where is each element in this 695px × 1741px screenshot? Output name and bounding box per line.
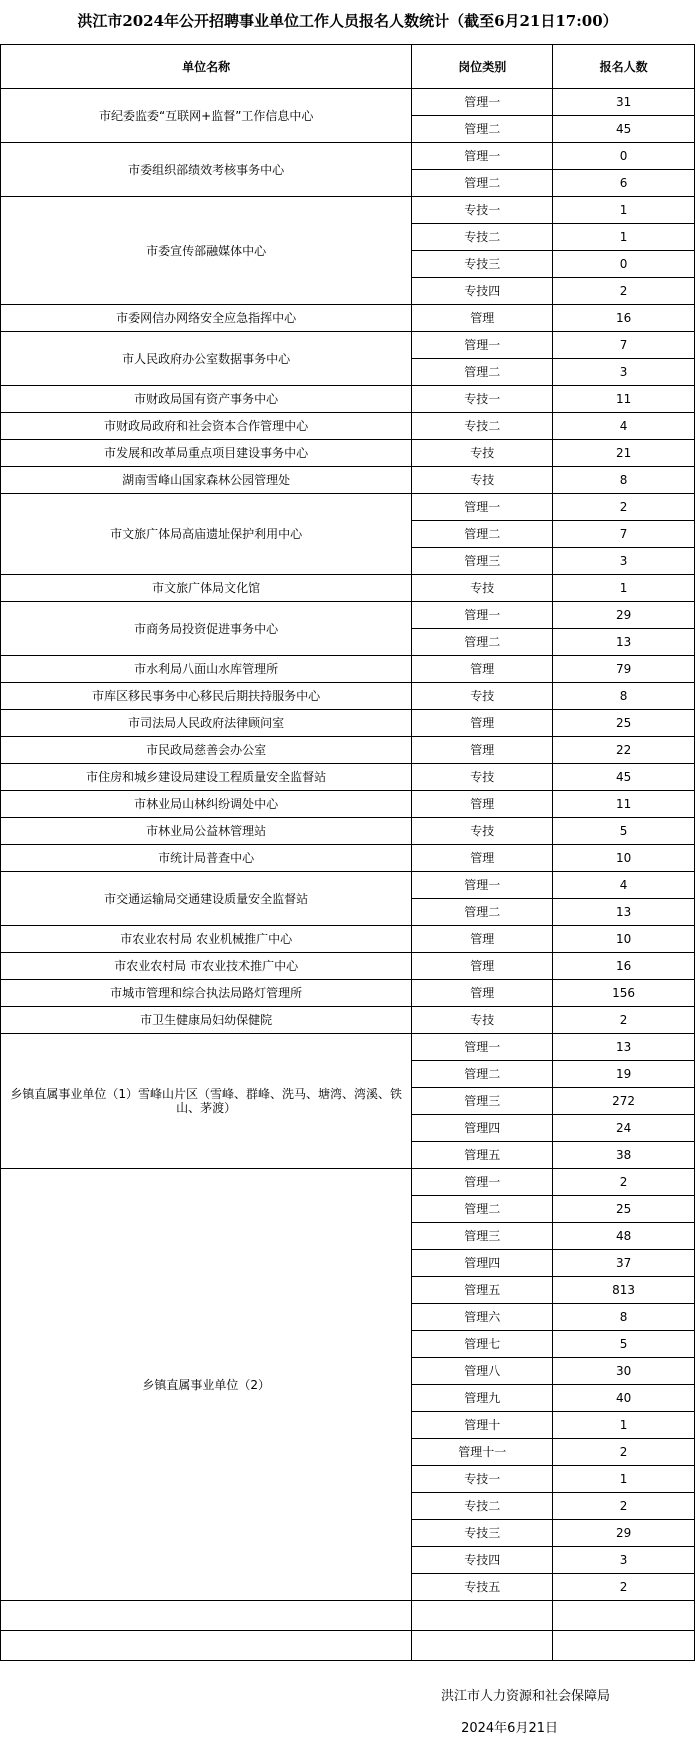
applicant-count-cell: 45 [553,116,695,143]
unit-name-cell: 市纪委监委“互联网+监督”工作信息中心 [1,89,412,143]
applicant-count-cell: 3 [553,359,695,386]
position-type-cell: 专技 [412,575,553,602]
position-type-cell: 管理一 [412,143,553,170]
applicant-count-cell: 8 [553,683,695,710]
table-row [1,872,695,899]
applicant-count-cell: 7 [553,521,695,548]
applicant-count-cell: 2 [553,1493,695,1520]
unit-name-cell: 市委网信办网络安全应急指挥中心 [1,305,412,332]
unit-name-cell: 市林业局山林纠纷调处中心 [1,791,412,818]
position-type-cell: 专技二 [412,224,553,251]
position-type-cell: 管理十 [412,1412,553,1439]
table-row [1,332,695,359]
applicant-count-cell: 4 [553,413,695,440]
position-type-cell: 管理二 [412,170,553,197]
position-type-cell: 管理 [412,305,553,332]
table-row [1,710,695,737]
position-type-cell: 管理 [412,656,553,683]
position-type-cell: 专技 [412,764,553,791]
blank-cell [412,1601,553,1631]
unit-name-cell: 市水利局八面山水库管理所 [1,656,412,683]
position-type-cell: 管理一 [412,872,553,899]
applicant-count-cell: 24 [553,1115,695,1142]
table-row [1,980,695,1007]
blank-row [1,1631,695,1661]
applicant-count-cell: 1 [553,1412,695,1439]
position-type-cell: 专技四 [412,1547,553,1574]
position-type-cell: 管理 [412,710,553,737]
table-row [1,467,695,494]
table-row [1,1169,695,1196]
applicant-count-cell: 1 [553,575,695,602]
applicant-count-cell: 25 [553,710,695,737]
position-type-cell: 专技二 [412,1493,553,1520]
table-row [1,386,695,413]
unit-name-cell: 市城市管理和综合执法局路灯管理所 [1,980,412,1007]
applicant-count-cell: 2 [553,1169,695,1196]
position-type-cell: 专技四 [412,278,553,305]
position-type-cell: 管理三 [412,1223,553,1250]
table-row [1,953,695,980]
applicant-count-cell: 21 [553,440,695,467]
position-type-cell: 管理一 [412,602,553,629]
applicant-count-cell: 2 [553,494,695,521]
table-row [1,440,695,467]
position-type-cell: 专技 [412,440,553,467]
unit-name-cell: 市农业农村局 农业机械推广中心 [1,926,412,953]
position-type-cell: 专技二 [412,413,553,440]
applicant-count-cell: 1 [553,197,695,224]
table-row [1,197,695,224]
position-type-cell: 专技三 [412,251,553,278]
unit-name-cell: 市文旅广体局文化馆 [1,575,412,602]
applicant-count-cell: 0 [553,143,695,170]
unit-name-cell: 市财政局政府和社会资本合作管理中心 [1,413,412,440]
position-type-cell: 管理十一 [412,1439,553,1466]
position-type-cell: 管理三 [412,548,553,575]
position-type-cell: 管理五 [412,1277,553,1304]
unit-name-cell: 市住房和城乡建设局建设工程质量安全监督站 [1,764,412,791]
position-type-cell: 专技 [412,1007,553,1034]
table-row [1,683,695,710]
unit-name-cell: 市委组织部绩效考核事务中心 [1,143,412,197]
applicant-count-cell: 11 [553,791,695,818]
position-type-cell: 管理二 [412,1196,553,1223]
applicant-count-cell: 37 [553,1250,695,1277]
applicant-count-cell: 1 [553,1466,695,1493]
footer-organization: 洪江市人力资源和社会保障局 [440,1689,610,1704]
table-row [1,494,695,521]
unit-name-cell: 市发展和改革局重点项目建设事务中心 [1,440,412,467]
footer-date: 2024年6月21日 [461,1721,558,1736]
applicant-count-cell: 8 [553,467,695,494]
applicant-count-cell: 29 [553,1520,695,1547]
applicant-count-cell: 45 [553,764,695,791]
table-row [1,305,695,332]
registration-table [0,44,695,1661]
table-row [1,413,695,440]
position-type-cell: 管理一 [412,1034,553,1061]
header-position-type: 岗位类别 [412,45,553,89]
applicant-count-cell: 31 [553,89,695,116]
unit-name-cell: 市卫生健康局妇幼保健院 [1,1007,412,1034]
applicant-count-cell: 13 [553,1034,695,1061]
table-row [1,764,695,791]
applicant-count-cell: 79 [553,656,695,683]
table-row [1,575,695,602]
applicant-count-cell: 22 [553,737,695,764]
table-row [1,1034,695,1061]
applicant-count-cell: 48 [553,1223,695,1250]
position-type-cell: 管理一 [412,332,553,359]
unit-name-cell: 湖南雪峰山国家森林公园管理处 [1,467,412,494]
table-row [1,602,695,629]
position-type-cell: 专技一 [412,197,553,224]
document-title: 洪江市2024年公开招聘事业单位工作人员报名人数统计（截至6月21日17:00） [77,12,618,30]
header-applicant-count: 报名人数 [553,45,695,89]
unit-name-cell: 市商务局投资促进事务中心 [1,602,412,656]
position-type-cell: 管理 [412,953,553,980]
unit-name-cell: 市人民政府办公室数据事务中心 [1,332,412,386]
position-type-cell: 管理九 [412,1385,553,1412]
unit-name-cell: 市民政局慈善会办公室 [1,737,412,764]
blank-cell [1,1601,412,1631]
table-row [1,845,695,872]
position-type-cell: 管理二 [412,899,553,926]
table-row [1,143,695,170]
unit-name-cell: 市交通运输局交通建设质量安全监督站 [1,872,412,926]
applicant-count-cell: 6 [553,170,695,197]
position-type-cell: 管理 [412,737,553,764]
position-type-cell: 管理二 [412,521,553,548]
blank-row [1,1601,695,1631]
blank-cell [553,1601,695,1631]
applicant-count-cell: 13 [553,899,695,926]
unit-name-cell: 市统计局普查中心 [1,845,412,872]
position-type-cell: 管理 [412,926,553,953]
header-unit-name: 单位名称 [1,45,412,89]
position-type-cell: 管理六 [412,1304,553,1331]
table-row [1,926,695,953]
unit-name-cell: 市林业局公益林管理站 [1,818,412,845]
position-type-cell: 管理一 [412,494,553,521]
applicant-count-cell: 10 [553,845,695,872]
applicant-count-cell: 813 [553,1277,695,1304]
applicant-count-cell: 30 [553,1358,695,1385]
applicant-count-cell: 7 [553,332,695,359]
applicant-count-cell: 16 [553,305,695,332]
position-type-cell: 管理 [412,845,553,872]
table-row [1,818,695,845]
applicant-count-cell: 156 [553,980,695,1007]
position-type-cell: 专技五 [412,1574,553,1601]
position-type-cell: 管理二 [412,116,553,143]
applicant-count-cell: 2 [553,1007,695,1034]
position-type-cell: 专技 [412,467,553,494]
applicant-count-cell: 2 [553,278,695,305]
unit-name-cell: 市农业农村局 市农业技术推广中心 [1,953,412,980]
position-type-cell: 专技 [412,683,553,710]
unit-name-cell: 乡镇直属事业单位（2） [1,1169,412,1601]
position-type-cell: 专技一 [412,1466,553,1493]
position-type-cell: 管理 [412,980,553,1007]
blank-cell [1,1631,412,1661]
position-type-cell: 管理八 [412,1358,553,1385]
table-row [1,1007,695,1034]
position-type-cell: 管理五 [412,1142,553,1169]
applicant-count-cell: 3 [553,548,695,575]
applicant-count-cell: 2 [553,1574,695,1601]
position-type-cell: 管理一 [412,89,553,116]
position-type-cell: 专技一 [412,386,553,413]
position-type-cell: 管理四 [412,1115,553,1142]
applicant-count-cell: 13 [553,629,695,656]
applicant-count-cell: 25 [553,1196,695,1223]
applicant-count-cell: 5 [553,818,695,845]
unit-name-cell: 市财政局国有资产事务中心 [1,386,412,413]
table-row [1,791,695,818]
position-type-cell: 管理四 [412,1250,553,1277]
applicant-count-cell: 11 [553,386,695,413]
unit-name-cell: 乡镇直属事业单位（1）雪峰山片区（雪峰、群峰、洗马、塘湾、湾溪、铁山、茅渡） [1,1034,412,1169]
applicant-count-cell: 29 [553,602,695,629]
applicant-count-cell: 4 [553,872,695,899]
applicant-count-cell: 40 [553,1385,695,1412]
unit-name-cell: 市库区移民事务中心移民后期扶持服务中心 [1,683,412,710]
applicant-count-cell: 1 [553,224,695,251]
blank-cell [553,1631,695,1661]
applicant-count-cell: 272 [553,1088,695,1115]
unit-name-cell: 市司法局人民政府法律顾问室 [1,710,412,737]
position-type-cell: 管理一 [412,1169,553,1196]
position-type-cell: 管理七 [412,1331,553,1358]
unit-name-cell: 市文旅广体局高庙遗址保护利用中心 [1,494,412,575]
position-type-cell: 管理三 [412,1088,553,1115]
applicant-count-cell: 2 [553,1439,695,1466]
position-type-cell: 专技三 [412,1520,553,1547]
position-type-cell: 管理二 [412,629,553,656]
table-row [1,656,695,683]
unit-name-cell: 市委宣传部融媒体中心 [1,197,412,305]
applicant-count-cell: 10 [553,926,695,953]
position-type-cell: 管理二 [412,359,553,386]
applicant-count-cell: 3 [553,1547,695,1574]
position-type-cell: 管理 [412,791,553,818]
applicant-count-cell: 19 [553,1061,695,1088]
position-type-cell: 管理二 [412,1061,553,1088]
header-row [1,45,695,89]
applicant-count-cell: 8 [553,1304,695,1331]
applicant-count-cell: 0 [553,251,695,278]
position-type-cell: 专技 [412,818,553,845]
applicant-count-cell: 38 [553,1142,695,1169]
applicant-count-cell: 16 [553,953,695,980]
table-row [1,89,695,116]
blank-cell [412,1631,553,1661]
applicant-count-cell: 5 [553,1331,695,1358]
table-row [1,737,695,764]
